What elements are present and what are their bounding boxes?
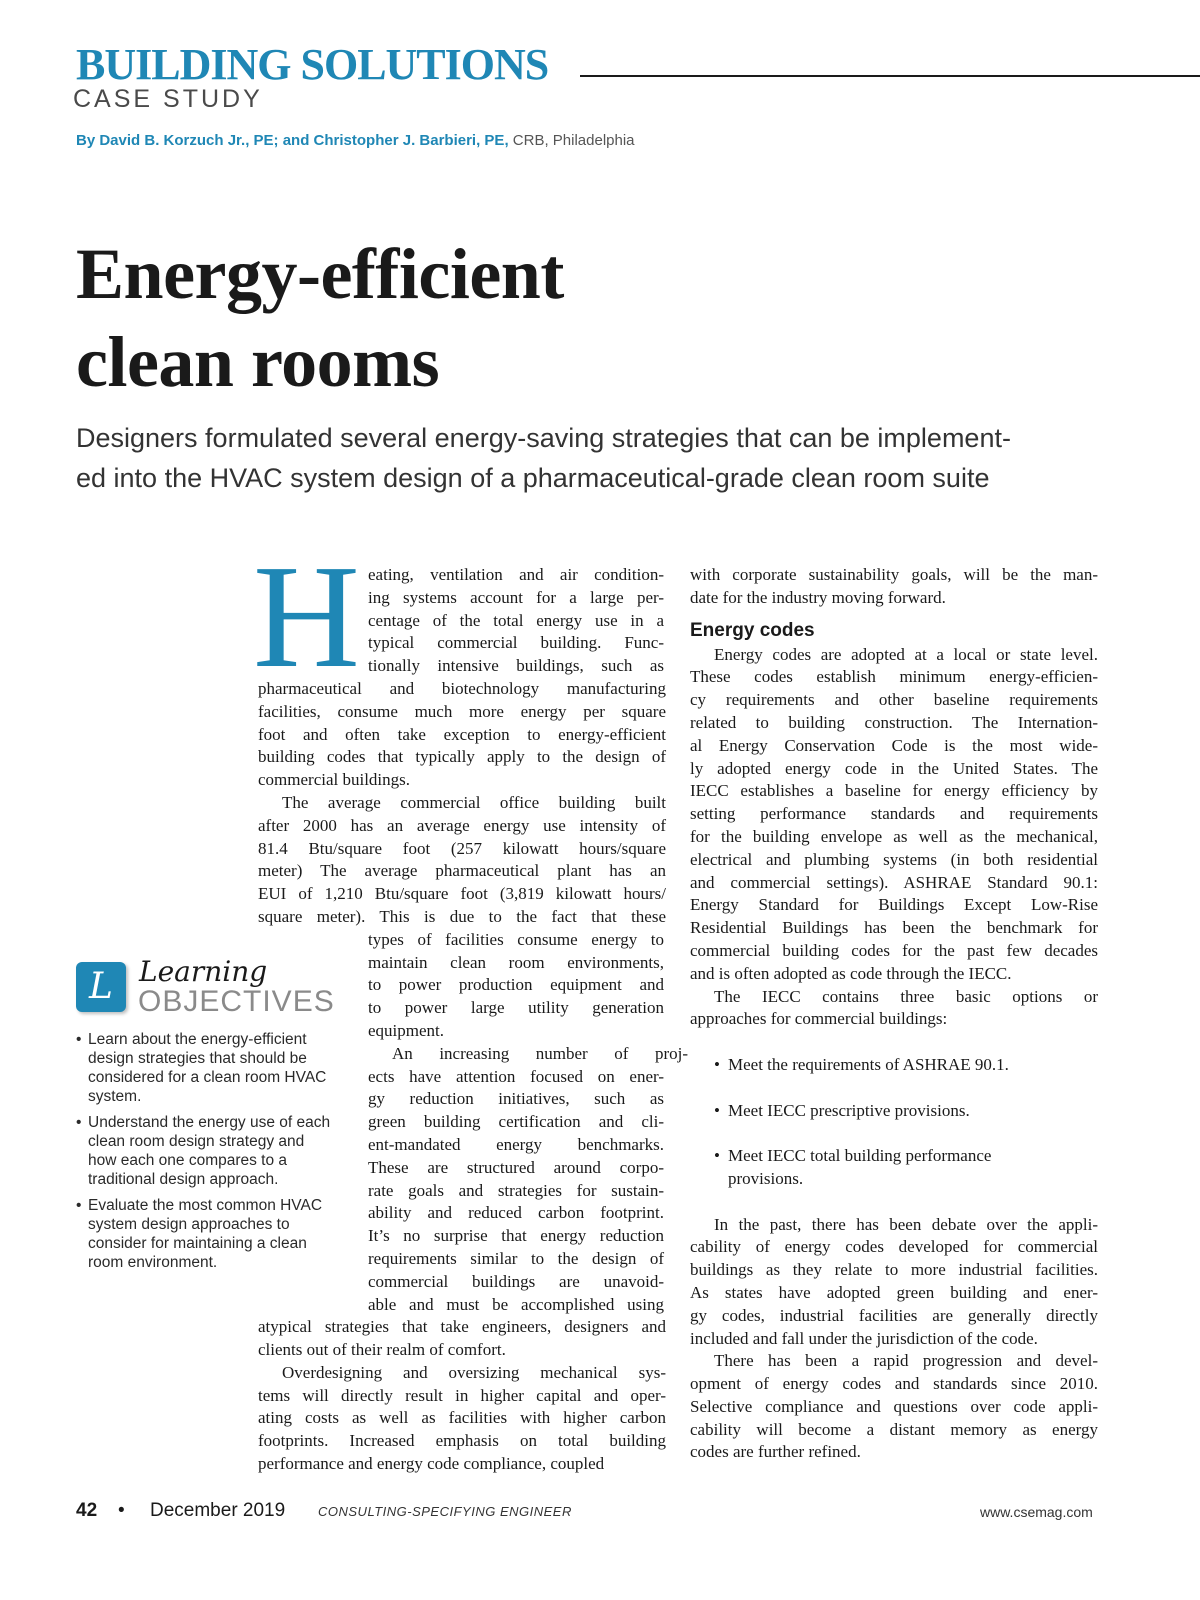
bullet-item	[690, 1145, 1098, 1168]
body-line: facilities, consume much more energy per square	[258, 701, 666, 721]
bullet-text: Meet IECC prescriptive provisions.	[728, 1100, 970, 1120]
body-line: al Energy Conservation Code is the most wide-	[690, 735, 1098, 755]
body-line: pharmaceutical and biotechnology manufacturing	[258, 678, 666, 698]
body-line: requirements similar to the design of	[368, 1248, 664, 1268]
body-line: There has been a rapid progression and devel-	[714, 1351, 1098, 1371]
drop-cap: H	[253, 535, 360, 699]
body-line: tems will directly result in higher capital and oper-	[258, 1385, 666, 1405]
body-line: electrical and plumbing systems (in both residential	[690, 849, 1098, 869]
body-line: ly adopted energy code in the United States. The	[690, 758, 1098, 778]
bullet-text: Meet IECC total building performance	[728, 1146, 992, 1166]
body-line: eating, ventilation and air condition-	[368, 565, 664, 584]
body-line: 81.4 Btu/square foot (257 kilowatt hours/square	[258, 838, 666, 858]
body-line: approaches for commercial buildings:	[690, 1009, 948, 1029]
body-line: performance and energy code compliance, coupled	[258, 1454, 605, 1474]
body-line: An increasing number of proj-	[392, 1043, 688, 1063]
headline-line-1: Energy-efficient	[76, 234, 564, 314]
body-line: The average commercial office building built	[282, 792, 666, 812]
section-title: BUILDING SOLUTIONS	[76, 40, 549, 89]
body-column-2	[690, 564, 1098, 1464]
bullet-dot: •	[714, 1146, 720, 1166]
learning-objectives-title: Learning	[139, 955, 268, 988]
body-line: IECC establishes a baseline for energy efficiency by	[690, 781, 1098, 801]
headline-line-2: clean rooms	[76, 322, 440, 402]
body-line: In the past, there has been debate over the appli-	[714, 1214, 1098, 1234]
body-line: ing systems account for a large per-	[368, 587, 664, 607]
magazine-name: CONSULTING-SPECIFYING ENGINEER	[318, 1504, 572, 1519]
bullet-text: provisions.	[728, 1168, 804, 1188]
body-line: foot and often take exception to energy-efficient	[258, 724, 666, 744]
body-line: rate goals and strategies for sustain-	[368, 1180, 664, 1200]
body-line: ability and reduced carbon footprint.	[368, 1203, 664, 1223]
page-number: 42	[76, 1500, 98, 1521]
body-line: typical commercial building. Func-	[368, 633, 664, 653]
body-line: ects have attention focused on ener-	[368, 1066, 664, 1086]
body-line: ent-mandated energy benchmarks.	[368, 1134, 664, 1154]
issue-date: December 2019	[150, 1500, 286, 1521]
body-line: with corporate sustainability goals, will be the man-	[690, 565, 1098, 584]
bullet-item	[690, 1100, 1098, 1123]
body-line: It’s no surprise that energy reduction	[368, 1226, 664, 1246]
spacer	[690, 1191, 1098, 1214]
body-line: and is often adopted as code through the IECC.	[690, 963, 1012, 983]
byline-affiliation: CRB, Philadelphia	[508, 132, 635, 149]
footer-separator: •	[118, 1500, 125, 1521]
section-divider	[580, 75, 1200, 77]
body-line: green building certification and cli-	[368, 1112, 664, 1132]
body-line: opment of energy codes and standards since 2010.	[690, 1374, 1098, 1394]
body-line: centage of the total energy use in a	[368, 610, 664, 630]
badge-letter: L	[89, 966, 113, 1007]
body-line: codes are further refined.	[690, 1442, 861, 1462]
body-line: commercial buildings.	[258, 770, 411, 790]
bullet-item	[690, 1054, 1098, 1077]
body-line: gy reduction initiatives, such as	[368, 1089, 664, 1109]
body-line: atypical strategies that take engineers, designers and	[258, 1317, 666, 1337]
body-line: after 2000 has an average energy use intensity of	[258, 815, 666, 835]
body-line: types of facilities consume energy to	[368, 929, 664, 949]
body-line: meter) The average pharmaceutical plant has an	[258, 861, 666, 881]
body-line: maintain clean room environments,	[368, 952, 664, 972]
deck-line-2: ed into the HVAC system design of a pharmaceutical-grade clean room suite	[76, 463, 990, 493]
body-line: setting performance standards and requirements	[690, 804, 1098, 824]
body-line: included and fall under the jurisdiction of the code.	[690, 1328, 1038, 1348]
byline-authors: By David B. Korzuch Jr., PE; and Christopher J. Barbieri, PE,	[76, 132, 509, 149]
body-line: cability of energy codes developed for commercial	[690, 1237, 1098, 1257]
learning-objectives-subtitle: OBJECTIVES	[138, 985, 335, 1018]
body-line: able and must be accomplished using	[368, 1294, 664, 1314]
body-line: As states have adopted green building and ener-	[690, 1282, 1098, 1302]
body-line: clients out of their realm of comfort.	[258, 1340, 506, 1360]
article-deck	[76, 418, 1136, 498]
body-line: The IECC contains three basic options or	[714, 986, 1098, 1006]
body-line: Residential Buildings has been the benchmark for	[690, 918, 1098, 938]
body-line: commercial buildings are unavoid-	[368, 1271, 664, 1291]
website-link[interactable]: www.csemag.com	[980, 1504, 1093, 1520]
body-line: square meter). This is due to the fact that these	[258, 906, 666, 926]
spacer	[690, 1122, 1098, 1145]
list-item: • Learn about the energy-efficient design strategies that should be considered for a clean room HVAC system.	[76, 1030, 336, 1106]
body-line: Energy codes are adopted at a local or state level.	[714, 644, 1098, 664]
body-line: Energy Standard for Buildings Except Low-Rise	[690, 895, 1098, 915]
learning-objectives-list	[76, 1030, 336, 1279]
byline	[76, 131, 635, 151]
bullet-text: Meet the requirements of ASHRAE 90.1.	[728, 1054, 1009, 1074]
body-line: These codes establish minimum energy-efficien-	[690, 667, 1098, 687]
spacer	[690, 1031, 1098, 1054]
body-line: building codes that typically apply to the design of	[258, 747, 666, 767]
body-line: These are structured around corpo-	[368, 1157, 664, 1177]
body-line: tionally intensive buildings, such as	[368, 656, 664, 676]
list-item: • Understand the energy use of each clean room design strategy and how each one compares to a traditional design approach.	[76, 1113, 336, 1189]
bullet-dot: •	[714, 1100, 720, 1120]
body-line: to power large utility generation	[368, 998, 664, 1018]
body-line: Overdesigning and oversizing mechanical sys-	[282, 1362, 666, 1382]
bullet-item	[690, 1168, 1098, 1191]
body-line: Selective compliance and questions over code appli-	[690, 1396, 1098, 1416]
body-line: footprints. Increased emphasis on total building	[258, 1431, 666, 1451]
section-subtitle: CASE STUDY	[73, 85, 263, 113]
article-headline	[76, 230, 564, 406]
subhead-energy-codes: Energy codes	[690, 619, 815, 641]
body-line: date for the industry moving forward.	[690, 587, 946, 607]
body-line: related to building construction. The Internation-	[690, 712, 1098, 732]
body-column-1	[258, 564, 688, 1476]
spacer	[690, 1077, 1098, 1100]
body-line: ating costs as well as facilities with higher carbon	[258, 1408, 666, 1428]
body-line: buildings as they relate to more industrial facilities.	[690, 1260, 1098, 1280]
bullet-dot: •	[714, 1054, 720, 1074]
body-line: commercial building codes for the past few decades	[690, 940, 1098, 960]
body-line: cy requirements and other baseline requirements	[690, 690, 1098, 710]
body-line: and commercial settings). ASHRAE Standard 90.1:	[690, 872, 1098, 892]
body-line: to power production equipment and	[368, 975, 664, 995]
body-line: gy codes, industrial facilities are generally directly	[690, 1305, 1098, 1325]
list-item: • Evaluate the most common HVAC system design approaches to consider for maintaining a clean room environment.	[76, 1196, 336, 1272]
body-line: EUI of 1,210 Btu/square foot (3,819 kilowatt hours/	[258, 884, 666, 904]
body-line: cability will become a distant memory as energy	[690, 1419, 1098, 1439]
body-line: for the building envelope as well as the mechanical,	[690, 826, 1098, 846]
deck-line-1: Designers formulated several energy-saving strategies that can be implement-	[76, 423, 1011, 453]
learning-objectives-badge	[76, 962, 126, 1012]
body-line: equipment.	[368, 1020, 445, 1040]
